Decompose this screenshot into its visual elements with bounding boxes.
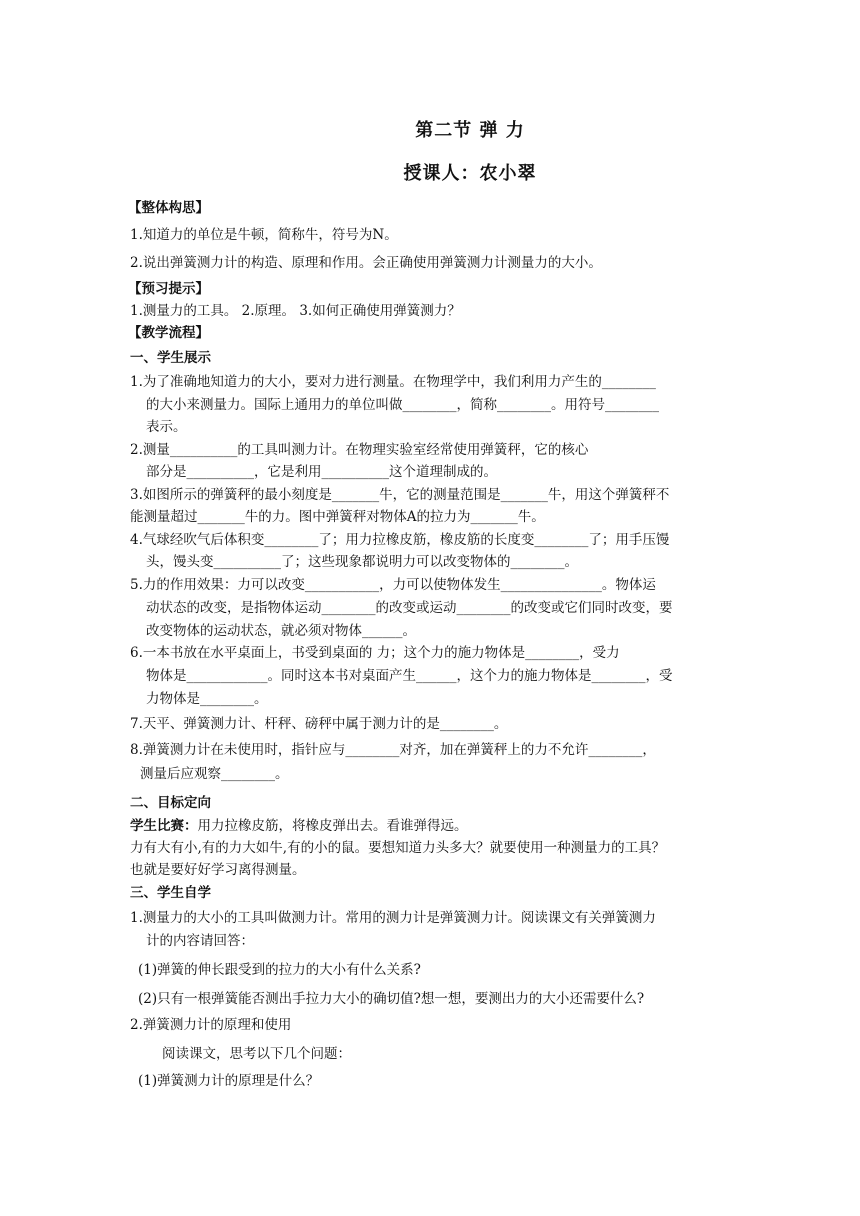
part2-line: 也就是要好好学习离得测量。 (130, 862, 306, 878)
part1-line: 3.如图所示的弹簧秤的最小刻度是_______牛，它的测量范围是_______牛，用这个弹簧秤不 (130, 487, 670, 503)
overall-heading: 【整体构思】 (128, 200, 209, 216)
flow-heading: 【教学流程】 (128, 325, 209, 341)
overall-line-1: 1.知道力的单位是牛顿，简称牛，符号为N。 (130, 227, 398, 243)
part1-line: 物体是____________。同时这本书对桌面产生______，这个力的施力物体是________，受 (146, 668, 673, 684)
part1-line: 力物体是________。 (146, 691, 268, 707)
part3-line: 2.弹簧测力计的原理和使用 (130, 1017, 292, 1033)
part3-line: 计的内容请回答： (146, 933, 254, 949)
preview-heading: 【预习提示】 (128, 281, 209, 297)
part1-line: 5.力的作用效果：力可以改变___________，力可以使物体发生_______________。物体运 (130, 577, 656, 593)
part1-line: 改变物体的运动状态，就必须对物体______。 (146, 623, 416, 639)
part2-line: 力有大有小,有的力大如牛,有的小的鼠。要想知道力头多大？就要使用一种测量力的工具？ (130, 840, 666, 856)
part1-line: 测量后应观察________。 (140, 766, 289, 782)
part1-line: 7.天平、弹簧测力计、杆秤、磅秤中属于测力计的是________。 (130, 716, 508, 732)
lecturer-line: 授课人：农小翠 (403, 163, 537, 184)
part1-line: 表示。 (146, 419, 187, 435)
part1-line: 动状态的改变，是指物体运动________的改变或运动________的改变或它们同时改变，要 (146, 600, 673, 616)
contest-label: 学生比赛： (130, 818, 198, 834)
part3-line: (1)弹簧测力计的原理是什么？ (138, 1073, 320, 1089)
part1-line: 部分是__________，它是利用__________这个道理制成的。 (146, 464, 497, 480)
part3-line: (1)弹簧的伸长跟受到的拉力的大小有什么关系? (138, 962, 421, 978)
part1-line: 能测量超过_______牛的力。图中弹簧秤对物体A的拉力为_______牛。 (130, 509, 545, 525)
part1-heading: 一、学生展示 (130, 350, 211, 366)
part3-line: 阅读课文，思考以下几个问题： (162, 1046, 351, 1062)
part3-line: 1.测量力的大小的工具叫做测力计。常用的测力计是弹簧测力计。阅读课文有关弹簧测力 (130, 910, 656, 926)
part3-heading: 三、学生自学 (130, 885, 211, 901)
contest-text: 用力拉橡皮筋，将橡皮弹出去。看谁弹得远。 (197, 818, 468, 834)
page-title: 第二节 弹 力 (415, 120, 525, 141)
part2-heading: 二、目标定向 (130, 795, 211, 811)
part1-line: 4.气球经吹气后体积变________了；用力拉橡皮筋，橡皮筋的长度变________了；用手压馒 (130, 532, 670, 548)
part1-line: 的大小来测量力。国际上通用力的单位叫做________，简称________。用符号________ (146, 397, 659, 413)
overall-line-2: 2.说出弹簧测力计的构造、原理和作用。会正确使用弹簧测力计测量力的大小。 (130, 255, 602, 271)
part1-line: 6.一本书放在水平桌面上，书受到桌面的 力；这个力的施力物体是________，受力 (130, 645, 620, 661)
preview-line-1: 1.测量力的工具。 2.原理。 3.如何正确使用弹簧测力？ (130, 303, 461, 319)
part3-line: (2)只有一根弹簧能否测出手拉力大小的确切值?想一想，要测出力的大小还需要什么? (138, 991, 645, 1007)
part1-line: 头，馒头变__________了；这些现象都说明力可以改变物体的________。 (146, 554, 578, 570)
part2-contest-line (130, 816, 468, 836)
part1-line: 1.为了准确地知道力的大小，要对力进行测量。在物理学中，我们利用力产生的________ (130, 374, 656, 390)
part1-line: 2.测量__________的工具叫测力计。在物理实验室经常使用弹簧秤，它的核心 (130, 442, 589, 458)
part1-line: 8.弹簧测力计在未使用时，指针应与________对齐，加在弹簧秤上的力不允许________， (130, 742, 656, 758)
